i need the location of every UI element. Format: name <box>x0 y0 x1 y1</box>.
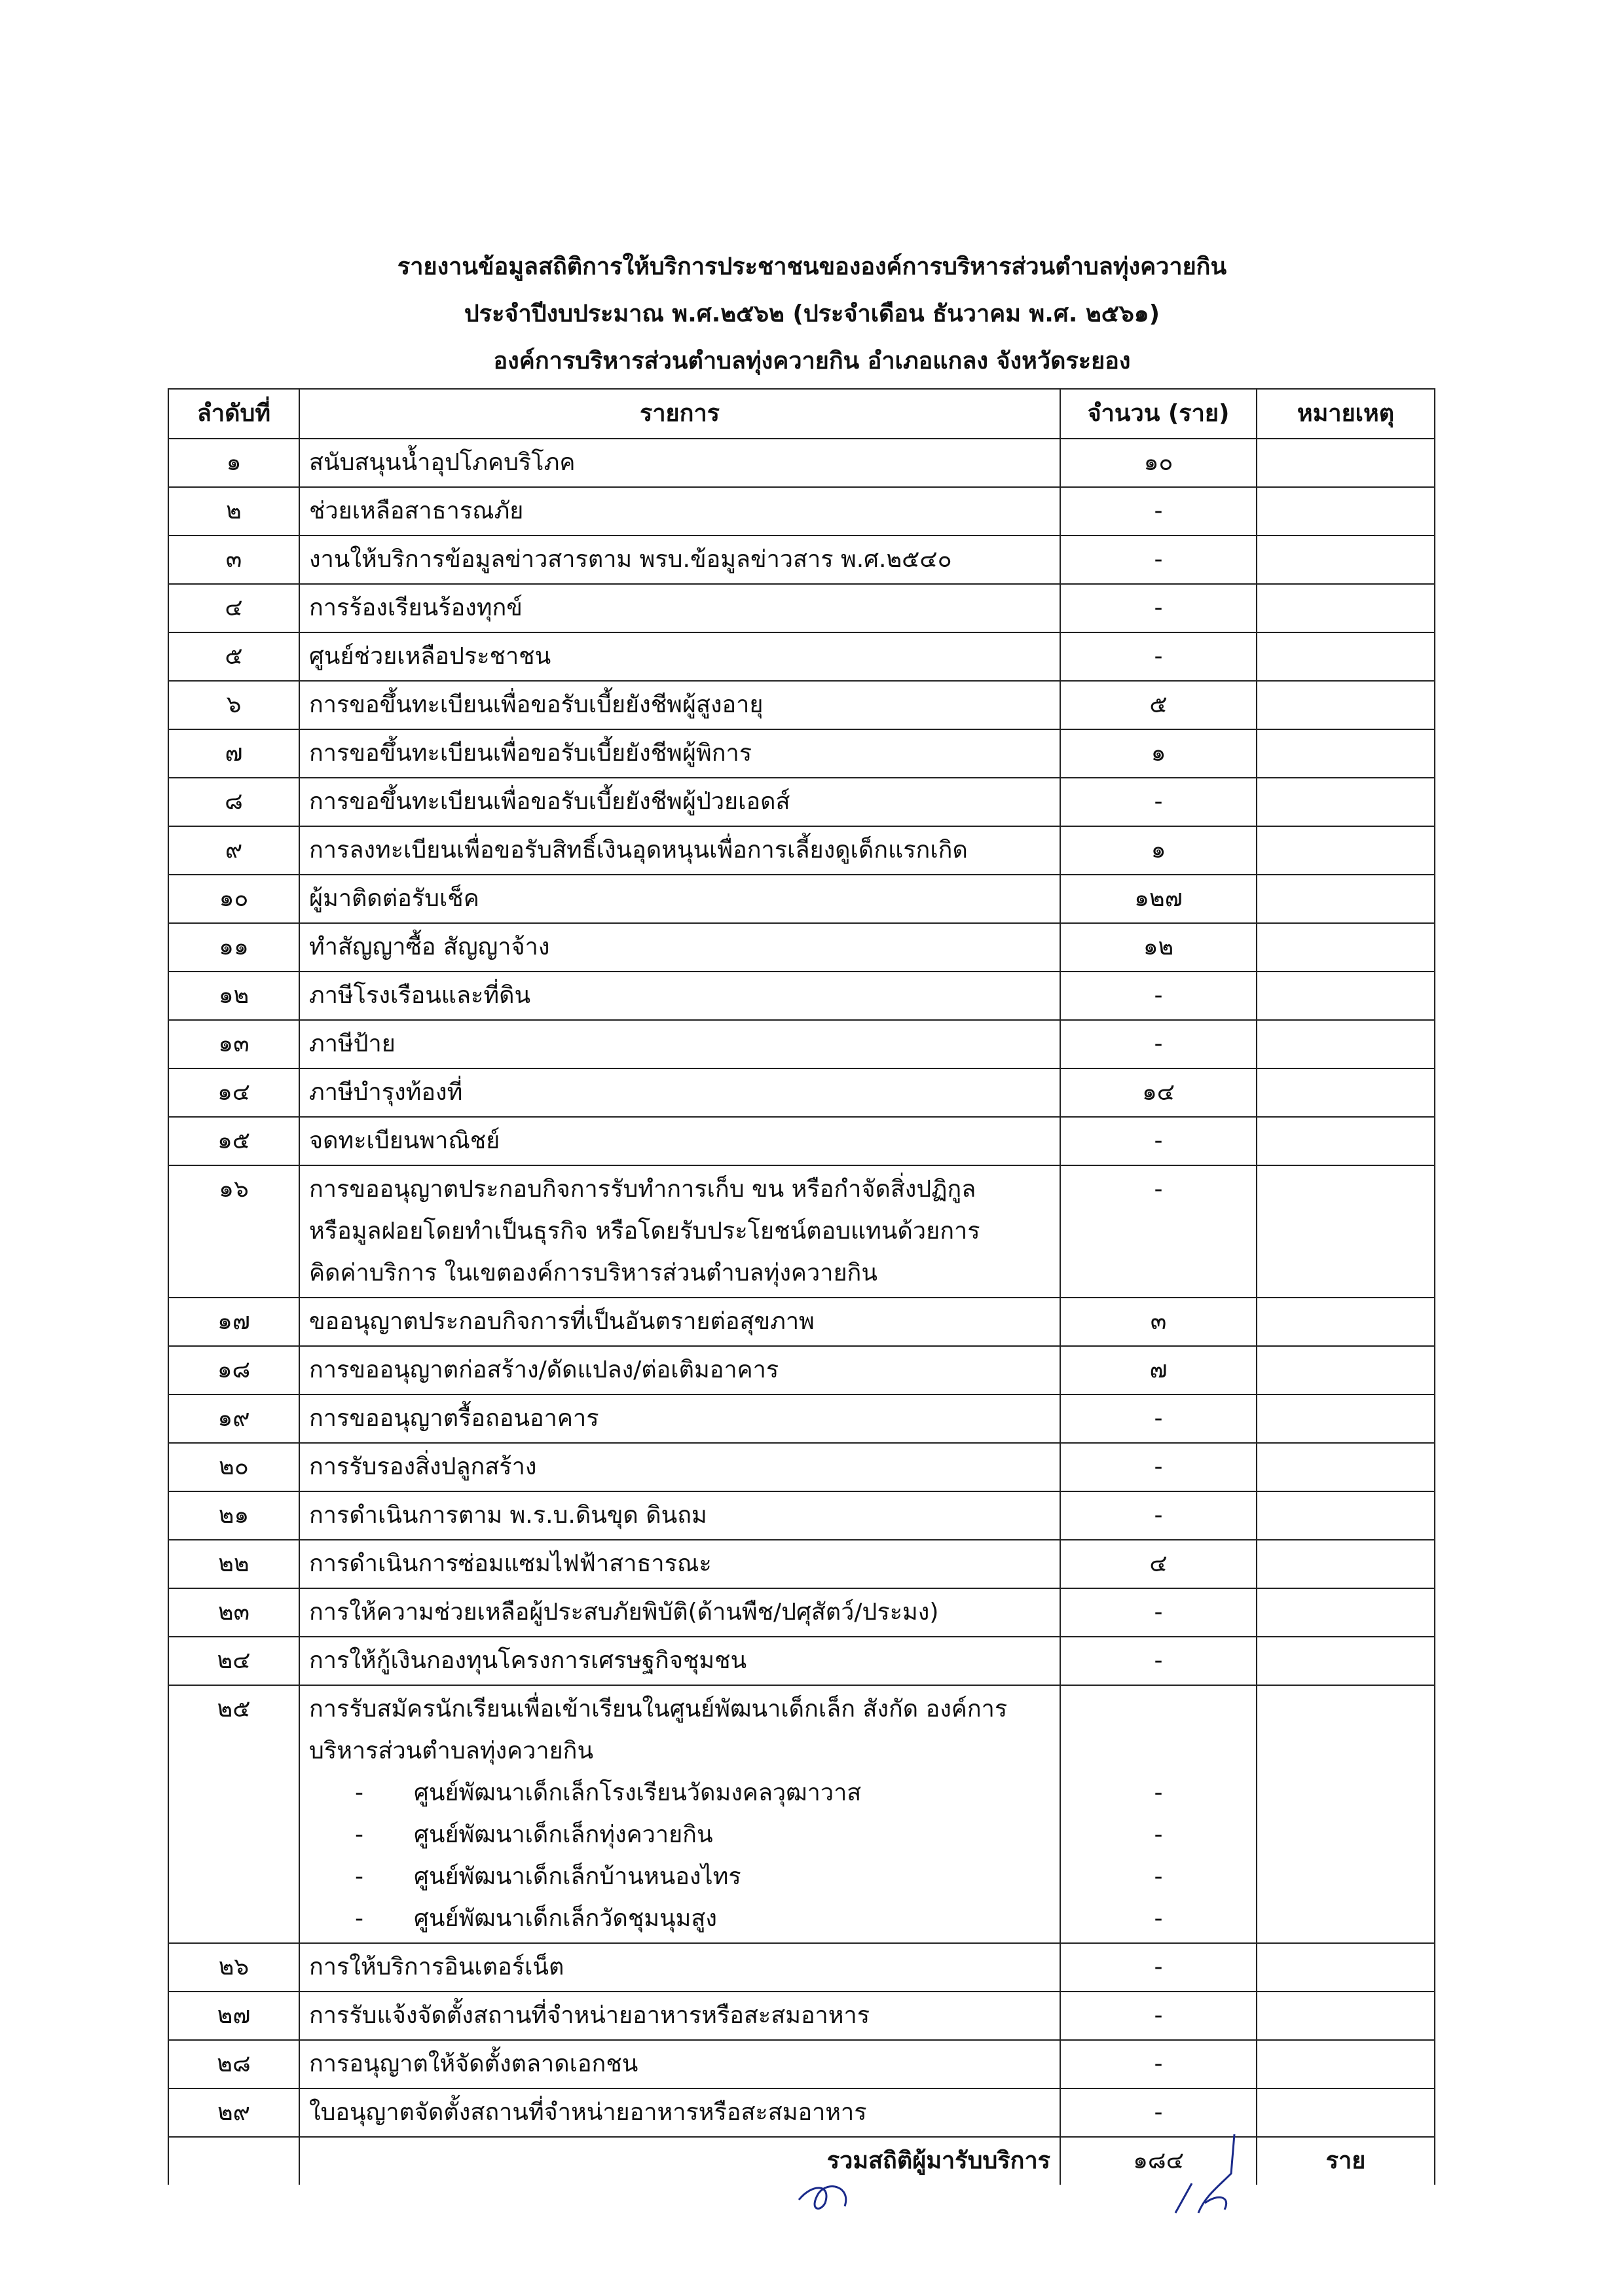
row-item-text: ทำสัญญาซื้อ สัญญาจ้าง <box>309 934 550 960</box>
row-note <box>1257 681 1435 729</box>
row-item <box>299 584 1060 632</box>
row-item-text: การรับสมัครนักเรียนเพื่อเข้าเรียนในศูนย์พัฒนาเด็กเล็ก สังกัด องค์การ <box>309 1696 1008 1722</box>
row-note <box>1257 1394 1435 1443</box>
row-count: - <box>1060 1020 1257 1068</box>
table-row <box>168 1943 1435 1992</box>
table-row <box>168 439 1435 487</box>
row-item-text: ภาษีป้าย <box>309 1030 396 1057</box>
row-number: ๒ <box>168 487 299 536</box>
row-item-text: การรับรองสิ่งปลูกสร้าง <box>309 1453 537 1480</box>
row-item <box>299 487 1060 536</box>
row-item <box>299 826 1060 875</box>
sub-item-label: ศูนย์พัฒนาเด็กเล็กวัดชุมนุมสูง <box>414 1905 717 1932</box>
row-item-text: การให้บริการอินเตอร์เน็ต <box>309 1954 564 1980</box>
table-row <box>168 875 1435 923</box>
row-item <box>299 1020 1060 1068</box>
row-note <box>1257 2088 1435 2137</box>
count-spacer <box>1070 1688 1247 1730</box>
row-item-text: การรับแจ้งจัดตั้งสถานที่จำหน่ายอาหารหรือสะสมอาหาร <box>309 2002 870 2029</box>
table-body <box>168 439 1435 2137</box>
row-count: ๗ <box>1060 1346 1257 1394</box>
row-number: ๒๖ <box>168 1943 299 1992</box>
row-item-text: การลงทะเบียนเพื่อขอรับสิทธิ์เงินอุดหนุนเพื่อการเลี้ยงดูเด็กแรกเกิด <box>309 837 968 864</box>
total-label: รวมสถิติผู้มารับบริการ <box>299 2137 1060 2185</box>
row-count: ๑๒ <box>1060 923 1257 972</box>
row-number: ๑๓ <box>168 1020 299 1068</box>
row-item <box>299 1943 1060 1992</box>
row-number: ๑๖ <box>168 1165 299 1298</box>
row-note <box>1257 2040 1435 2088</box>
table-row <box>168 1020 1435 1068</box>
row-item <box>299 1491 1060 1540</box>
sub-item-count: - <box>1154 1821 1163 1848</box>
row-count: ๕ <box>1060 681 1257 729</box>
row-note <box>1257 729 1435 778</box>
sub-item-label: ศูนย์พัฒนาเด็กเล็กทุ่งควายกิน <box>414 1821 713 1848</box>
row-item <box>299 1346 1060 1394</box>
row-item <box>299 778 1060 826</box>
row-item-text: การให้ความช่วยเหลือผู้ประสบภัยพิบัติ(ด้านพืช/ปศุสัตว์/ประมง) <box>309 1599 939 1626</box>
row-count: ๑๔ <box>1060 1068 1257 1117</box>
row-count: - <box>1060 2040 1257 2088</box>
row-count: - <box>1060 972 1257 1020</box>
row-number: ๒๐ <box>168 1443 299 1491</box>
row-item-text: ใบอนุญาตจัดตั้งสถานที่จำหน่ายอาหารหรือสะสมอาหาร <box>309 2099 867 2126</box>
column-header-no: ลำดับที่ <box>168 389 299 439</box>
row-number: ๒๓ <box>168 1588 299 1637</box>
row-item <box>299 1165 1060 1298</box>
row-item-text: การขอขึ้นทะเบียนเพื่อขอรับเบี้ยยังชีพผู้สูงอายุ <box>309 691 764 718</box>
row-note <box>1257 1637 1435 1685</box>
row-item-text: ผู้มาติดต่อรับเช็ค <box>309 885 479 912</box>
row-item-text-continued: คิดค่าบริการ ในเขตองค์การบริหารส่วนตำบลทุ่งควายกิน <box>309 1260 877 1286</box>
table-row <box>168 632 1435 681</box>
row-count: - <box>1060 1443 1257 1491</box>
report-title-line-2: ประจำปีงบประมาณ พ.ศ.๒๕๖๒ (ประจำเดือน ธันวาคม พ.ศ. ๒๕๖๑) <box>464 301 1160 327</box>
row-count: - <box>1060 536 1257 584</box>
row-note <box>1257 1346 1435 1394</box>
row-note <box>1257 1943 1435 1992</box>
row-item <box>299 1540 1060 1588</box>
row-item-text: การดำเนินการซ่อมแซมไฟฟ้าสาธารณะ <box>309 1550 712 1577</box>
row-count: - <box>1060 487 1257 536</box>
sub-item-count: - <box>1154 1905 1163 1932</box>
row-note <box>1257 826 1435 875</box>
sub-item <box>309 1898 1050 1940</box>
row-item-text: ศูนย์ช่วยเหลือประชาชน <box>309 643 551 670</box>
row-item-text: การอนุญาตให้จัดตั้งตลาดเอกชน <box>309 2050 638 2077</box>
row-item <box>299 972 1060 1020</box>
total-row <box>168 2137 1435 2185</box>
table-row <box>168 923 1435 972</box>
row-note <box>1257 439 1435 487</box>
row-number: ๘ <box>168 778 299 826</box>
row-number: ๑๐ <box>168 875 299 923</box>
row-note <box>1257 487 1435 536</box>
table-row <box>168 536 1435 584</box>
row-note <box>1257 1165 1435 1298</box>
table-header-row <box>168 389 1435 439</box>
statistics-table <box>168 388 1435 2185</box>
sub-item-label: ศูนย์พัฒนาเด็กเล็กโรงเรียนวัดมงคลวุฒาวาส <box>414 1779 862 1806</box>
table-row <box>168 778 1435 826</box>
row-note <box>1257 1117 1435 1165</box>
sub-item <box>309 1856 1050 1898</box>
table-row <box>168 1165 1435 1298</box>
row-item-text: สนับสนุนน้ำอุปโภคบริโภค <box>309 449 576 476</box>
row-item <box>299 1443 1060 1491</box>
row-note <box>1257 1020 1435 1068</box>
row-count: ๑๐ <box>1060 439 1257 487</box>
row-note <box>1257 972 1435 1020</box>
sub-item-bullet: - <box>355 1863 363 1890</box>
row-item <box>299 536 1060 584</box>
row-item-text: ภาษีบำรุงท้องที่ <box>309 1079 463 1106</box>
row-number: ๒๔ <box>168 1637 299 1685</box>
table-row <box>168 1443 1435 1491</box>
row-note <box>1257 1685 1435 1943</box>
row-number: ๑๘ <box>168 1346 299 1394</box>
row-item <box>299 1298 1060 1346</box>
table-row <box>168 1992 1435 2040</box>
row-count: - <box>1060 1117 1257 1165</box>
row-item <box>299 1685 1060 1943</box>
row-item <box>299 875 1060 923</box>
row-note <box>1257 1992 1435 2040</box>
row-count: - <box>1060 1165 1257 1298</box>
table-row <box>168 826 1435 875</box>
table-row <box>168 2040 1435 2088</box>
sub-item-label: ศูนย์พัฒนาเด็กเล็กบ้านหนองไทร <box>414 1863 741 1890</box>
table-row <box>168 487 1435 536</box>
row-item-text: จดทะเบียนพาณิชย์ <box>309 1127 500 1154</box>
row-item <box>299 729 1060 778</box>
column-header-count: จำนวน (ราย) <box>1060 389 1257 439</box>
total-value: ๑๘๔ <box>1060 2137 1257 2185</box>
table-row <box>168 1685 1435 1943</box>
row-number: ๒๑ <box>168 1491 299 1540</box>
row-number: ๑๔ <box>168 1068 299 1117</box>
sub-item <box>309 1772 1050 1814</box>
row-count: - <box>1060 778 1257 826</box>
row-item-text: การขอขึ้นทะเบียนเพื่อขอรับเบี้ยยังชีพผู้พิการ <box>309 740 752 767</box>
total-unit: ราย <box>1257 2137 1435 2185</box>
table-row <box>168 1298 1435 1346</box>
row-note <box>1257 1588 1435 1637</box>
row-item-text: การขออนุญาตก่อสร้าง/ดัดแปลง/ต่อเติมอาคาร <box>309 1357 779 1383</box>
row-note <box>1257 778 1435 826</box>
report-title-line-3: องค์การบริหารส่วนตำบลทุ่งควายกิน อำเภอแกลง จังหวัดระยอง <box>493 348 1131 374</box>
row-item <box>299 1394 1060 1443</box>
row-note <box>1257 875 1435 923</box>
row-number: ๒๗ <box>168 1992 299 2040</box>
table-row <box>168 1588 1435 1637</box>
row-number: ๓ <box>168 536 299 584</box>
table-row <box>168 2088 1435 2137</box>
row-count: - <box>1060 1637 1257 1685</box>
row-number: ๑๗ <box>168 1298 299 1346</box>
table-row <box>168 1346 1435 1394</box>
table-row <box>168 1117 1435 1165</box>
row-note <box>1257 584 1435 632</box>
row-count: - <box>1060 1992 1257 2040</box>
column-header-note: หมายเหตุ <box>1257 389 1435 439</box>
row-count: - <box>1060 1491 1257 1540</box>
row-count: - <box>1060 1943 1257 1992</box>
row-number: ๑๙ <box>168 1394 299 1443</box>
row-item-text: การขออนุญาตประกอบกิจการรับทำการเก็บ ขน หรือกำจัดสิ่งปฏิกูล <box>309 1176 976 1203</box>
row-note <box>1257 923 1435 972</box>
sub-item-bullet: - <box>355 1905 363 1932</box>
row-number: ๒๙ <box>168 2088 299 2137</box>
table-row <box>168 972 1435 1020</box>
row-number: ๗ <box>168 729 299 778</box>
table-row <box>168 1637 1435 1685</box>
row-item-text: งานให้บริการข้อมูลข่าวสารตาม พรบ.ข้อมูลข่าวสาร พ.ศ.๒๕๔๐ <box>309 546 952 573</box>
row-item-text: ช่วยเหลือสาธารณภัย <box>309 498 524 524</box>
row-item-text: การให้กู้เงินกองทุนโครงการเศรษฐกิจชุมชน <box>309 1647 747 1674</box>
row-number: ๕ <box>168 632 299 681</box>
row-count: - <box>1060 632 1257 681</box>
table-row <box>168 1491 1435 1540</box>
row-item <box>299 923 1060 972</box>
row-item-text: ขออนุญาตประกอบกิจการที่เป็นอันตรายต่อสุขภาพ <box>309 1308 815 1335</box>
row-count <box>1060 1685 1257 1943</box>
row-count: ๑๒๗ <box>1060 875 1257 923</box>
sub-item <box>309 1814 1050 1856</box>
row-number: ๒๒ <box>168 1540 299 1588</box>
row-item <box>299 1588 1060 1637</box>
row-count: ๓ <box>1060 1298 1257 1346</box>
row-count: - <box>1060 584 1257 632</box>
row-count: - <box>1060 1394 1257 1443</box>
table-row <box>168 584 1435 632</box>
row-item <box>299 632 1060 681</box>
column-header-item: รายการ <box>299 389 1060 439</box>
row-number: ๑๒ <box>168 972 299 1020</box>
report-title-block <box>0 244 1624 385</box>
row-number: ๑๑ <box>168 923 299 972</box>
row-number: ๒๕ <box>168 1685 299 1943</box>
sub-item-count: - <box>1154 1863 1163 1890</box>
row-count: ๑ <box>1060 729 1257 778</box>
row-item-text-continued: บริหารส่วนตำบลทุ่งควายกิน <box>309 1738 594 1764</box>
row-note <box>1257 536 1435 584</box>
row-note <box>1257 1443 1435 1491</box>
sub-item-bullet: - <box>355 1779 363 1806</box>
row-item <box>299 681 1060 729</box>
row-count: - <box>1060 1588 1257 1637</box>
count-spacer <box>1070 1730 1247 1772</box>
total-blank-cell <box>168 2137 299 2185</box>
row-item <box>299 2040 1060 2088</box>
row-item-text: การขออนุญาตรื้อถอนอาคาร <box>309 1405 599 1432</box>
row-number: ๑๕ <box>168 1117 299 1165</box>
row-item <box>299 1068 1060 1117</box>
row-item <box>299 1637 1060 1685</box>
row-note <box>1257 1298 1435 1346</box>
table-row <box>168 681 1435 729</box>
row-item <box>299 1117 1060 1165</box>
row-number: ๑ <box>168 439 299 487</box>
row-count: - <box>1060 2088 1257 2137</box>
row-item <box>299 439 1060 487</box>
row-item-text: ภาษีโรงเรือนและที่ดิน <box>309 982 531 1009</box>
table-row <box>168 1394 1435 1443</box>
row-note <box>1257 1068 1435 1117</box>
sub-item-count: - <box>1154 1779 1163 1806</box>
row-number: ๒๘ <box>168 2040 299 2088</box>
table-row <box>168 729 1435 778</box>
row-count: ๔ <box>1060 1540 1257 1588</box>
row-item <box>299 1992 1060 2040</box>
row-number: ๖ <box>168 681 299 729</box>
row-note <box>1257 1491 1435 1540</box>
row-item-text-continued: หรือมูลฝอยโดยทำเป็นธุรกิจ หรือโดยรับประโยชน์ตอบแทนด้วยการ <box>309 1218 980 1245</box>
sub-item-bullet: - <box>355 1821 363 1848</box>
row-item <box>299 2088 1060 2137</box>
row-item-text: การขอขึ้นทะเบียนเพื่อขอรับเบี้ยยังชีพผู้ป่วยเอดส์ <box>309 788 790 815</box>
report-title-line-1: รายงานข้อมูลสถิติการให้บริการประชาชนขององค์การบริหารส่วนตำบลทุ่งควายกิน <box>397 253 1227 280</box>
row-count: ๑ <box>1060 826 1257 875</box>
row-note <box>1257 632 1435 681</box>
table-row <box>168 1068 1435 1117</box>
row-number: ๔ <box>168 584 299 632</box>
table-row <box>168 1540 1435 1588</box>
row-number: ๙ <box>168 826 299 875</box>
row-item-text: การดำเนินการตาม พ.ร.บ.ดินขุด ดินถม <box>309 1502 707 1529</box>
row-item-text: การร้องเรียนร้องทุกข์ <box>309 594 523 621</box>
row-note <box>1257 1540 1435 1588</box>
